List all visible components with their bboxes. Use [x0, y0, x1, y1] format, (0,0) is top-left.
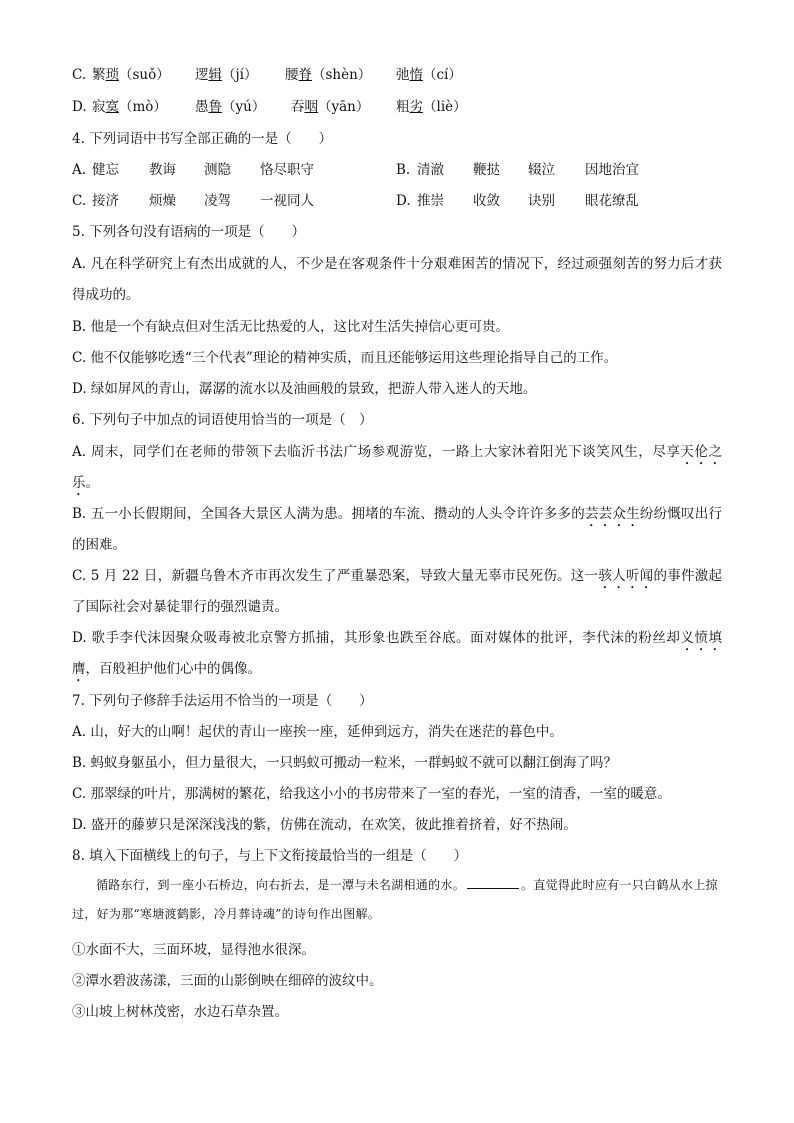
- question-7-stem: 7. 下列句子修辞手法运用不恰当的一项是（ ）: [72, 693, 373, 709]
- q7-option-a: A. 山，好大的山啊！起伏的青山一座挨一座，延伸到远方，消失在迷茫的暮色中。: [72, 724, 563, 740]
- option-word: 诀别: [528, 193, 555, 209]
- option-label: C.: [72, 193, 87, 209]
- option-text: A. 周末，同学们在老师的带领下去临沂书法广场参观游览，一路上大家沐着阳光下谈笑风生，尽享: [72, 444, 681, 460]
- option-word: 测隐: [204, 162, 231, 178]
- q7-option-b: B. 蚂蚁身躯虽小，但力量很大，一只蚂蚁可搬动一粒米，一群蚂蚁不就可以翻江倒海了吗？: [72, 755, 618, 771]
- passage-text: 。直觉得此时应有一只白鹤从水上掠过，好为那“寒塘渡鹤影，冷月葬诗魂”的诗句作出图解。: [72, 878, 718, 921]
- q3-c-item-1: 繁琐（suǒ）: [92, 67, 170, 83]
- q3-d-item-1: 寂寞（mò）: [92, 99, 167, 115]
- q6-option-c: [72, 561, 722, 623]
- q6-option-d: [72, 623, 722, 685]
- passage-text: 循路东行，到一座小石桥边，向右折去，是一潭与未名湖相通的水。: [96, 878, 466, 892]
- option-word: 接济: [92, 193, 119, 209]
- q8-passage: [72, 871, 722, 929]
- option-word: 教诲: [149, 162, 176, 178]
- option-word: 因地治宜: [585, 162, 639, 178]
- question-8-stem: 8. 填入下面横线上的句子，与上下文衔接最恰当的一组是（ ）: [72, 848, 468, 864]
- fill-blank: [467, 876, 519, 889]
- dotted-phrase: 芸芸众生: [584, 506, 640, 522]
- question-6-stem: 6. 下列句子中加点的词语使用恰当的一项是（ ）: [72, 412, 373, 428]
- option-word: 烦燥: [149, 193, 176, 209]
- q3-d-item-3: 吞咽（yān）: [291, 99, 370, 115]
- option-label: C.: [72, 67, 87, 83]
- option-text: 的事件激起了国际社会对暴徒罪行的强烈谴责。: [72, 568, 723, 615]
- q6-option-a: [72, 437, 722, 499]
- q3-d-item-2: 愚鲁（yú）: [195, 99, 266, 115]
- option-word: 眼花缭乱: [585, 193, 639, 209]
- option-text: ，百般袒护他们心中的偶像。: [85, 661, 261, 677]
- option-text: 纷纷慨叹出行的困难。: [72, 506, 722, 553]
- option-word: 推崇: [417, 193, 444, 209]
- option-word: 收敛: [473, 193, 500, 209]
- option-word: 一视同人: [260, 193, 314, 209]
- q5-option-c: C. 他不仅能够吃透“三个代表”理论的精神实质，而且还能够运用这些理论指导自己的工作。: [72, 350, 618, 366]
- q7-option-c: C. 那翠绿的叶片，那满树的繁花，给我这小小的书房带来了一室的春光，一室的清香，一室的暖意。: [72, 786, 671, 802]
- option-label: D.: [396, 193, 411, 209]
- q8-item-1: ①水面不大，三面环坡，显得池水很深。: [72, 942, 315, 958]
- q3-d-item-4: 粗劣（liè）: [396, 99, 467, 115]
- option-text: C. 5 月 22 日，新疆乌鲁木齐市再次发生了严重暴恐案，导致大量无辜市民死伤。这一: [72, 568, 599, 584]
- q3-c-item-2: 逻辑（jí）: [195, 67, 258, 83]
- option-word: 鞭挞: [473, 162, 500, 178]
- dotted-phrase: 义愤填膺: [72, 630, 723, 677]
- q6-option-b: [72, 499, 722, 561]
- q5-option-d: D. 绿如屏风的青山，潺潺的流水以及油画般的景致，把游人带入迷人的天地。: [72, 381, 537, 397]
- option-text: 。: [85, 475, 99, 491]
- q5-option-b: B. 他是一个有缺点但对生活无比热爱的人，这比对生活失掉信心更可贵。: [72, 319, 510, 335]
- q3-c-item-3: 腰脊（shèn）: [285, 67, 372, 83]
- option-word: 恪尽职守: [260, 162, 314, 178]
- dotted-phrase: 骇人听闻: [598, 568, 654, 584]
- option-word: 清澈: [417, 162, 444, 178]
- option-label: D.: [72, 99, 87, 115]
- q8-item-3: ③山坡上树林茂密，水边石草杂置。: [72, 1004, 288, 1020]
- option-text: D. 歌手李代沫因聚众吸毒被北京警方抓捕，其形象也跌至谷底。面对媒体的批评，李代沫的粉丝却: [72, 630, 681, 646]
- q8-item-2: ②潭水碧波荡漾，三面的山影倒映在细碎的波纹中。: [72, 973, 383, 989]
- q7-option-d: D. 盛开的藤萝只是深深浅浅的紫，仿佛在流动，在欢笑，彼此推着挤着，好不热闹。: [72, 817, 577, 833]
- option-text: B. 五一小长假期间，全国各大景区人满为患。拥堵的车流、攒动的人头令许许多多的: [72, 506, 585, 522]
- question-4-stem: 4. 下列词语中书写全部正确的一是（ ）: [72, 131, 333, 147]
- option-label: A.: [72, 162, 87, 178]
- question-5-stem: 5. 下列各句没有语病的一项是（ ）: [72, 224, 306, 240]
- option-label: B.: [396, 162, 411, 178]
- option-word: 凌驾: [204, 193, 231, 209]
- option-word: 辍泣: [528, 162, 555, 178]
- dotted-phrase: 天伦之乐: [72, 444, 722, 491]
- q5-option-a: A. 凡在科学研究上有杰出成就的人，不少是在客观条件十分艰难困苦的情况下，经过顽强刻苦的努力后才获得成功的。: [72, 256, 722, 303]
- q3-c-item-4: 弛惰（cí）: [396, 67, 462, 83]
- option-word: 健忘: [92, 162, 119, 178]
